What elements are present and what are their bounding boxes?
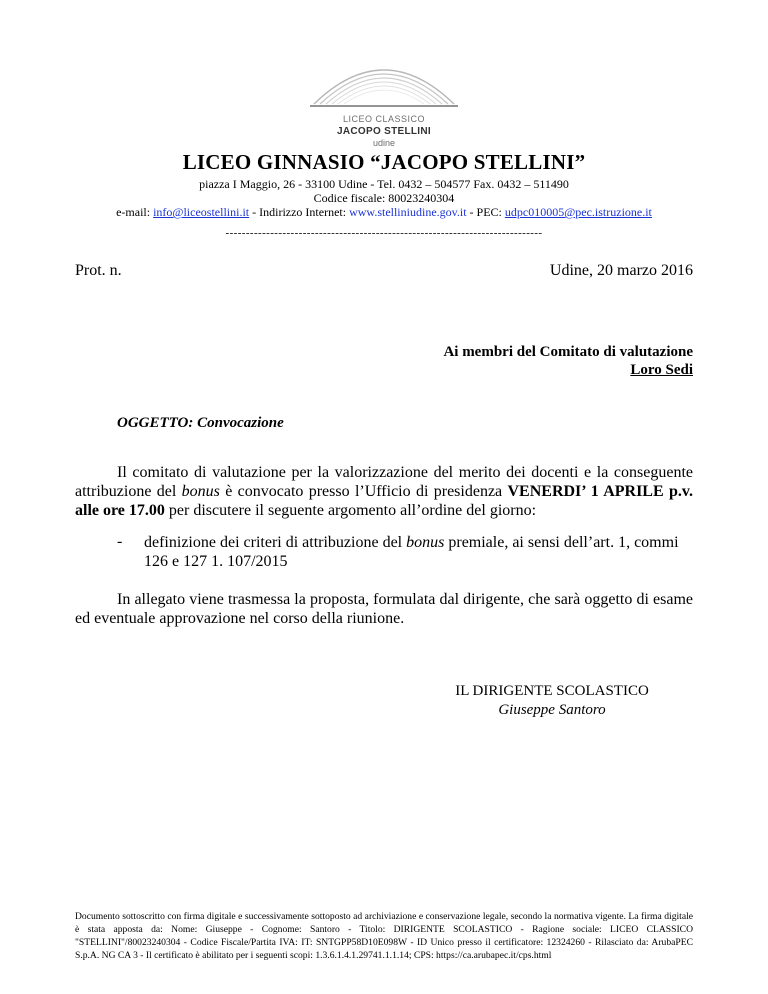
logo-line-city: udine bbox=[372, 138, 396, 148]
tax-code: Codice fiscale: 80023240304 bbox=[313, 191, 455, 205]
bullet-dash: - bbox=[117, 533, 123, 550]
p1-text-c: per discutere il seguente argomento all’ordine del giorno: bbox=[164, 502, 537, 519]
signature-title: IL DIRIGENTE SCOLASTICO bbox=[455, 683, 649, 699]
body-paragraph-convocation bbox=[75, 463, 693, 520]
p1-text-a: Il comitato di valutazione per la valorizzazione del merito dei docenti e la conseguente attribuzione del bbox=[75, 464, 693, 500]
p1-text-b: è convocato presso l’Ufficio di presidenza bbox=[219, 483, 508, 500]
subject-line: OGGETTO: Convocazione bbox=[117, 415, 284, 431]
agenda-text-b: premiale, ai sensi dell’art. 1, commi 126 e 127 1. 107/2015 bbox=[144, 534, 679, 570]
recipient-line: Ai membri del Comitato di valutazione bbox=[443, 344, 693, 360]
letter-date: Udine, 20 marzo 2016 bbox=[549, 262, 693, 279]
header-separator: ------------------------------------------------------------------------------ bbox=[225, 227, 543, 239]
email-link[interactable]: info@liceostellini.it bbox=[153, 205, 250, 219]
pec-label: - PEC: bbox=[466, 205, 505, 219]
digital-signature-footer: Documento sottoscritto con firma digitale e successivamente sottoposto ad archiviazione e conservazione legale, secondo la normativa vigente. La firma digitale è stata apposta da: Nome: Giuseppe - Cognome: Santoro - Titolo: DIRIGENTE SCOLASTICO - Ragione sociale: LICEO CLASSICO "STELLINI"/80023240304 - Codice Fiscale/Partita IVA: IT: SNTGPP58D10E098W - ID Unico presso il certificatore: 12324260 - Rilasciato da: ArubaPEC S.p.A. NG CA 3 - Il certificato è abilitato per i seguenti scopi: 1.3.6.1.4.1.29741.1.1.14; CPS: https://ca.arubapec.it/cps.html bbox=[75, 911, 693, 961]
agenda-bonus: bonus bbox=[406, 534, 445, 551]
agenda-item bbox=[144, 533, 693, 571]
body-paragraph-attachment: In allegato viene trasmessa la proposta, formulata dal dirigente, che sarà oggetto di esame ed eventuale approvazione nel corso della riunione. bbox=[75, 591, 693, 627]
address-line: piazza I Maggio, 26 - 33100 Udine - Tel. 0432 – 504577 Fax. 0432 – 511490 bbox=[199, 177, 569, 191]
logo-line-name: JACOPO STELLINI bbox=[337, 126, 431, 137]
website-link[interactable]: www.stelliniudine.gov.it bbox=[349, 205, 467, 219]
pec-link[interactable]: udpc010005@pec.istruzione.it bbox=[504, 205, 652, 219]
logo-line-classico: LICEO CLASSICO bbox=[342, 114, 426, 124]
school-name: LICEO GINNASIO “JACOPO STELLINI” bbox=[182, 150, 586, 174]
school-logo bbox=[306, 42, 462, 154]
p1-bonus: bonus bbox=[181, 483, 220, 500]
recipient-sedi: Loro Sedi bbox=[630, 362, 693, 378]
signature-name: Giuseppe Santoro bbox=[498, 702, 606, 718]
agenda-text-a: definizione dei criteri di attribuzione del bbox=[144, 534, 407, 551]
protocol-number: Prot. n. bbox=[75, 262, 122, 279]
web-label: - Indirizzo Internet: bbox=[249, 205, 350, 219]
contact-line bbox=[0, 205, 768, 219]
email-label: e-mail: bbox=[116, 205, 154, 219]
meeting-datetime: VENERDI’ 1 APRILE p.v. alle ore 17.00 bbox=[75, 483, 694, 519]
